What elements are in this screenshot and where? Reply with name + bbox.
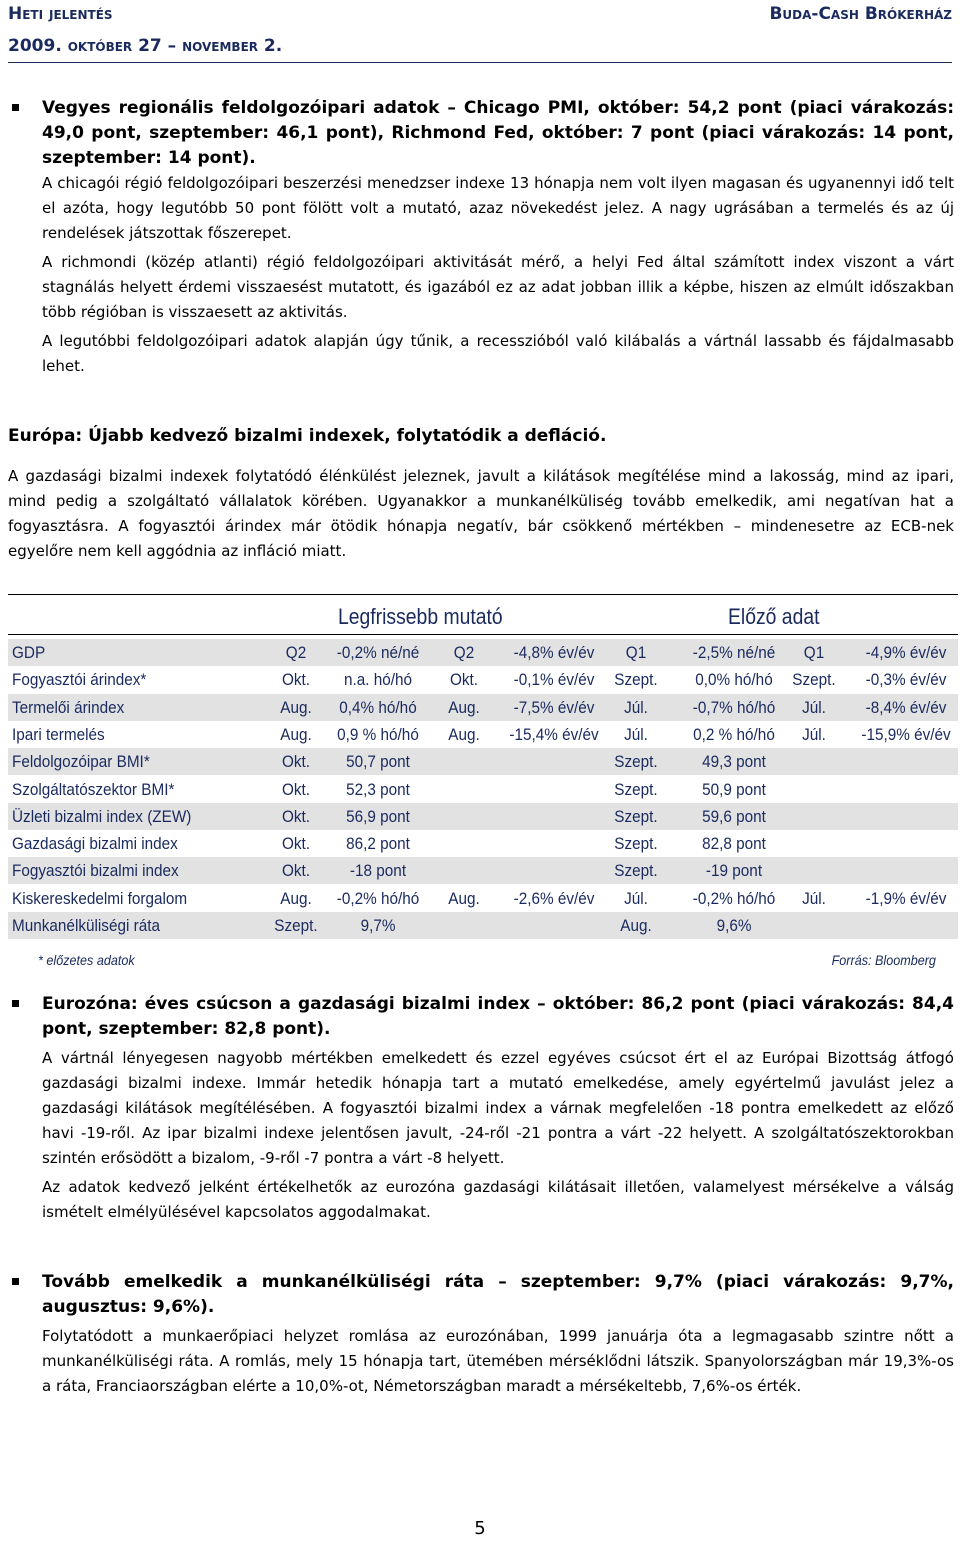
table-cell: 56,9 pont	[346, 806, 410, 826]
table-cell: Szept.	[614, 779, 658, 799]
table-row	[8, 857, 958, 884]
table-cell: -0,7% hó/hó	[692, 697, 776, 717]
table-cell: 9,6%	[716, 916, 752, 935]
table-cell: -7,5% év/év	[513, 697, 595, 717]
row-label: Szolgáltatószektor BMI*	[12, 779, 175, 799]
table-cell: -2,5% né/né	[692, 643, 776, 662]
table-cell: 9,7%	[360, 916, 396, 935]
row-label: Termelői árindex	[12, 697, 125, 717]
section-europe	[8, 424, 954, 564]
table-row	[8, 776, 958, 803]
table-cell: Q2	[285, 643, 307, 662]
table-row	[8, 666, 958, 693]
section-eurozone-confidence	[8, 992, 954, 1229]
table-cell: Okt.	[281, 834, 311, 854]
table-cell: Aug.	[448, 724, 480, 744]
row-label: Gazdasági bizalmi index	[12, 834, 178, 854]
header-divider	[8, 62, 952, 63]
table-cell: Szept.	[274, 916, 318, 935]
report-date: 2009. október 27 – november 2.	[8, 36, 283, 56]
paragraph: Az adatok kedvező jelként értékelhetők az eurozóna gazdasági kilátásait illetően, valamelyest mérsékelve a válság ismételt elmélyülésével kapcsolatos aggodalmakat.	[42, 1178, 954, 1221]
page-number: 5	[474, 1518, 486, 1539]
table-cell: 0,2 % hó/hó	[693, 724, 775, 744]
table-row	[8, 830, 958, 857]
section-unemployment	[8, 1270, 954, 1403]
section-us-regional	[8, 96, 954, 383]
paragraph: A richmondi (közép atlanti) régió feldolgozóipari aktivitását mérő, a helyi Fed által számított index viszont a várt stagnálás helyett érdemi visszaesést mutatott, és igazából ez az adat jobban illik a képbe, hiszen az elmúlt időszakban több régióban is visszaesett az aktivitás.	[42, 253, 954, 321]
bullet-square-icon	[12, 104, 19, 111]
europe-summary: A gazdasági bizalmi indexek folytatódó élénkülést jeleznek, javult a kilátások megítélése mind a lakosság, mind az ipari, mind pedig a szolgáltató vállalatok körében. Ugyanakkor a munkanélküliség tovább emelkedik, ami negatívan hat a fogyasztásra. A fogyasztói árindex már ötödik hónapja negatív, bár csökkenő mértékben – mindenesetre az ECB-nek egyelőre nem kell aggódnia az infláció miatt.	[8, 467, 954, 560]
table-cell: 0,9 % hó/hó	[337, 724, 419, 744]
table-cell: -0,2% hó/hó	[692, 888, 776, 908]
table-cell: -0,1% év/év	[513, 670, 595, 690]
table-cell: 52,3 pont	[346, 779, 410, 799]
row-label: Fogyasztói árindex*	[12, 670, 147, 690]
bullet-square-icon	[12, 1000, 19, 1007]
section-headline: Vegyes regionális feldolgozóipari adatok – Chicago PMI, október: 54,2 pont (piaci várakozás: 49,0 pont, szeptember: 46,1 pont), Richmond Fed, október: 7 pont (piaci várakozás: 14 pont, szeptember: 14 pont).	[8, 96, 954, 171]
table-cell: Q1	[625, 643, 647, 662]
table-cell: Szept.	[614, 834, 658, 854]
table-cell: Szept.	[614, 806, 658, 826]
paragraph: A vártnál lényegesen nagyobb mértékben emelkedett és ezzel egyéves csúcsot ért el az Európai Bizottság átfogó gazdasági bizalmi indexe. Immár hetedik hónapja tart a mutató emelkedése, amely egyértelmű javulást jelez a gazdasági kilátások megítélésében. A fogyasztói bizalmi index a várnak megfelelően -18 pontra emelkedett az előző havi -19-ről. Az ipar bizalmi indexe jelentősen javult, -24-ről -21 pontra a várt -22 helyett. A szolgáltatószektorokban szintén erősödött a bizalom, -9-ről -7 pontra a várt -8 helyett.	[42, 1049, 954, 1167]
table-cell: 49,3 pont	[702, 752, 766, 772]
table-cell: Okt.	[281, 806, 311, 826]
broker-name: Buda-Cash Brókerház	[769, 4, 952, 24]
row-label: Üzleti bizalmi index (ZEW)	[12, 806, 192, 826]
table-row	[8, 748, 958, 775]
paragraph: A chicagói régió feldolgozóipari beszerzési menedzser indexe 13 hónapja nem volt ilyen magasan és ugyanennyi idő telt el azóta, hogy legutóbb 50 pont fölött volt a mutató, azaz növekedést jelez. A nagy ugrásában a termelés és az új rendelések játszottak főszerepet.	[42, 174, 954, 242]
table-cell: Okt.	[281, 752, 311, 772]
row-label: Kiskereskedelmi forgalom	[12, 888, 188, 908]
table-cell: Szept.	[614, 670, 658, 690]
table-cell: Aug.	[448, 888, 480, 908]
table-cell: -15,9% év/év	[861, 724, 951, 744]
table-cell: Júl.	[624, 724, 648, 744]
table-cell: Aug.	[448, 697, 480, 717]
table-cell: Q1	[803, 643, 825, 662]
table-cell: -0,2% hó/hó	[336, 888, 420, 908]
europe-heading: Európa: Újabb kedvező bizalmi indexek, folytatódik a defláció.	[8, 426, 607, 446]
table-row	[8, 721, 958, 748]
table-head-latest: Legfrissebb mutató	[338, 604, 503, 629]
section-headline: Tovább emelkedik a munkanélküliségi ráta – szeptember: 9,7% (piaci várakozás: 9,7%, augusztus: 9,6%).	[8, 1270, 954, 1320]
table-cell: 50,7 pont	[346, 752, 410, 772]
table-cell: Szept.	[614, 752, 658, 772]
table-cell: Okt.	[449, 670, 479, 690]
table-cell: -1,9% év/év	[865, 888, 947, 908]
table-rule-mid	[8, 634, 958, 635]
table-cell: -2,6% év/év	[513, 888, 595, 908]
table-cell: Szept.	[792, 670, 836, 690]
paragraph: A legutóbbi feldolgozóipari adatok alapján úgy tűnik, a recesszióból való kilábalás a vártnál lassabb és fájdalmasabb lehet.	[42, 332, 954, 375]
table-cell: Júl.	[624, 888, 648, 908]
table-cell: Q2	[453, 643, 475, 662]
table-cell: -4,9% év/év	[865, 643, 947, 662]
table-cell: Okt.	[281, 861, 311, 881]
row-label: Munkanélküliségi ráta	[12, 916, 160, 935]
table-cell: 59,6 pont	[702, 806, 766, 826]
row-label: Feldolgozóipar BMI*	[12, 752, 150, 772]
bullet-square-icon	[12, 1278, 19, 1285]
table-cell: Aug.	[280, 888, 312, 908]
table-cell: Aug.	[280, 697, 312, 717]
table-cell: 0,0% hó/hó	[695, 670, 773, 690]
table-cell: -0,2% né/né	[336, 643, 420, 662]
table-cell: Aug.	[620, 916, 652, 935]
table-cell: Júl.	[802, 697, 826, 717]
table-cell: Okt.	[281, 779, 311, 799]
table-cell: 82,8 pont	[702, 834, 766, 854]
table-head-previous: Előző adat	[728, 604, 820, 629]
row-label: GDP	[12, 643, 46, 662]
table-cell: -19 pont	[705, 861, 763, 881]
table-cell: Okt.	[281, 670, 311, 690]
table-row	[8, 885, 958, 912]
table-cell: n.a. hó/hó	[343, 670, 413, 690]
table-cell: Júl.	[624, 697, 648, 717]
table-cell: 86,2 pont	[346, 834, 410, 854]
table-cell: Júl.	[802, 888, 826, 908]
row-label: Ipari termelés	[12, 724, 105, 744]
table-row	[8, 912, 958, 939]
table-cell: -4,8% év/év	[513, 643, 595, 662]
table-cell: Aug.	[280, 724, 312, 744]
page-header	[8, 0, 952, 60]
table-source: Forrás: Bloomberg	[831, 952, 936, 968]
row-label: Fogyasztói bizalmi index	[12, 861, 179, 881]
table-cell: 50,9 pont	[702, 779, 766, 799]
report-title: Heti jelentés	[8, 4, 113, 24]
table-row	[8, 639, 958, 666]
section-headline: Eurozóna: éves csúcson a gazdasági bizalmi index – október: 86,2 pont (piaci várakozás: 84,4 pont, szeptember: 82,8 pont).	[8, 992, 954, 1042]
table-cell: Júl.	[802, 724, 826, 744]
table-footnote: * előzetes adatok	[38, 952, 135, 968]
table-rule-top	[8, 594, 958, 595]
table-cell: -15,4% év/év	[509, 724, 599, 744]
table-cell: 0,4% hó/hó	[339, 697, 417, 717]
table-cell: -0,3% év/év	[865, 670, 947, 690]
table-cell: -18 pont	[349, 861, 407, 881]
table-cell: -8,4% év/év	[865, 697, 947, 717]
table-cell: Szept.	[614, 861, 658, 881]
paragraph: Folytatódott a munkaerőpiaci helyzet romlása az eurozónában, 1999 januárja óta a legmagasabb szintre nőtt a munkanélküliségi ráta. A romlás, mely 15 hónapja tart, ütemében mérséklődni látszik. Spanyolországban már 19,3%-os a ráta, Franciaországban elérte a 10,0%-ot, Németországban maradt a mérsékeltebb, 7,6%-os érték.	[42, 1327, 954, 1395]
table-row	[8, 694, 958, 721]
table-row	[8, 803, 958, 830]
